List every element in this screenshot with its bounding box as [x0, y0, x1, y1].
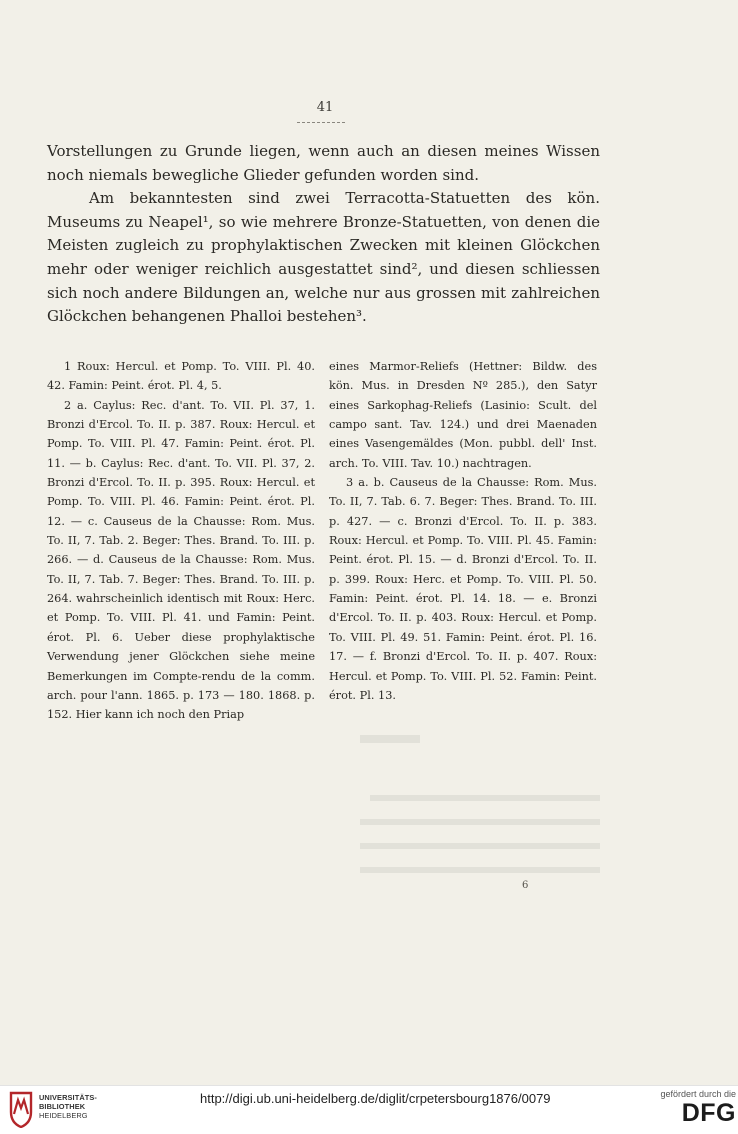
dfg-logo[interactable]	[646, 1089, 736, 1127]
library-name-line-2: BIBLIOTHEK	[39, 1101, 86, 1111]
small-page-mark: 6	[522, 880, 529, 891]
main-text	[47, 140, 600, 329]
footnote-2-continued: eines Marmor-Reliefs (Hettner: Bildw. des kön. Mus. in Dresden Nº 285.), den Satyr eines Sarkophag-Reliefs (Lasinio: Scult. del campo sant. Tav. 124.) und drei Maenaden eines Vasengemäldes (Mon. pubbl. dell' Inst. arch. To. VIII. Tav. 10.) nachtragen.	[329, 360, 597, 470]
funded-by-text: gefördert durch die	[660, 1089, 736, 1099]
footnote-3: 3 a. b. Causeus de la Chausse: Rom. Mus. To. II, 7. Tab. 6. 7. Beger: Thes. Brand. To. III. p. 427. — c. Bronzi d'Ercol. To. II. p. 383. Roux: Hercul. et Pomp. To. VIII. Pl. 45. Famin: Peint. érot. Pl. 15. — d. Bronzi d'Ercol. To. II. p. 399. Roux: Herc. et Pomp. To. VIII. Pl. 50. Famin: Peint. érot. Pl. 14. 18. — e. Bronzi d'Ercol. To. II. p. 403. Roux: Hercul. et Pomp. To. VIII. Pl. 49. 51. Famin: Peint. érot. Pl. 16. 17. — f. Bronzi d'Ercol. To. II. p. 407. Roux: Hercul. et Pomp. To. VIII. Pl. 52. Famin: Peint. érot. Pl. 13.	[329, 476, 597, 702]
library-name-line-3: HEIDELBERG	[39, 1110, 88, 1120]
footnotes-right-column	[329, 357, 597, 705]
library-name	[39, 1094, 97, 1120]
library-name-line-1: UNIVERSITÄTS-	[39, 1093, 97, 1102]
dfg-wordmark: DFG	[681, 1099, 736, 1127]
library-logo[interactable]	[8, 1088, 128, 1130]
main-paragraph-1: Vorstellungen zu Grunde liegen, wenn auch an diesen meines Wissen noch niemals bewegliche Glieder gefunden worden sind.	[47, 142, 600, 184]
permalink-url[interactable]: http://digi.ub.uni-heidelberg.de/diglit/crpetersbourg1876/0079	[200, 1091, 551, 1106]
shield-icon	[8, 1090, 34, 1128]
page-number-ornament	[297, 118, 345, 123]
main-paragraph-2: Am bekanntesten sind zwei Terracotta-Statuetten des kön. Museums zu Neapel¹, so wie mehrere Bronze-Statuetten, von denen die Meisten zugleich zu prophylaktischen Zwecken mit kleinen Glöckchen mehr oder weniger reichlich ausgestattet sind², und diesen schliessen sich noch andere Bildungen an, welche nur aus grossen mit zahlreichen Glöckchen behangenen Phalloi bestehen³.	[47, 189, 600, 326]
footnotes-left-column	[47, 357, 315, 725]
footnote-2: 2 a. Caylus: Rec. d'ant. To. VII. Pl. 37, 1. Bronzi d'Ercol. To. II. p. 387. Roux: Hercul. et Pomp. To. VIII. Pl. 47. Famin: Peint. érot. Pl. 11. — b. Caylus: Rec. d'ant. To. VII. Pl. 37, 2. Bronzi d'Ercol. To. II. p. 395. Roux: Hercul. et Pomp. To. VIII. Pl. 46. Famin: Peint. érot. Pl. 12. — c. Causeus de la Chausse: Rom. Mus. To. II, 7. Tab. 2. Beger: Thes. Brand. To. III. p. 266. — d. Causeus de la Chausse: Rom. Mus. To. II, 7. Tab. 7. Beger: Thes. Brand. To. III. p. 264. wahrscheinlich identisch mit Roux: Herc. et Pomp. To. VIII. Pl. 41. und Famin: Peint. érot. Pl. 6. Ueber diese prophylaktische Verwendung jener Glöckchen siehe meine Bemerkungen im Compte-rendu de la comm. arch. pour l'ann. 1865. p. 173 — 180. 1868. p. 152. Hier kann ich noch den Priap	[47, 398, 315, 722]
footnote-1: 1 Roux: Hercul. et Pomp. To. VIII. Pl. 40. 42. Famin: Peint. érot. Pl. 4, 5.	[47, 360, 315, 393]
bleed-through-shadow	[360, 735, 600, 895]
page-number: 41	[316, 100, 334, 115]
